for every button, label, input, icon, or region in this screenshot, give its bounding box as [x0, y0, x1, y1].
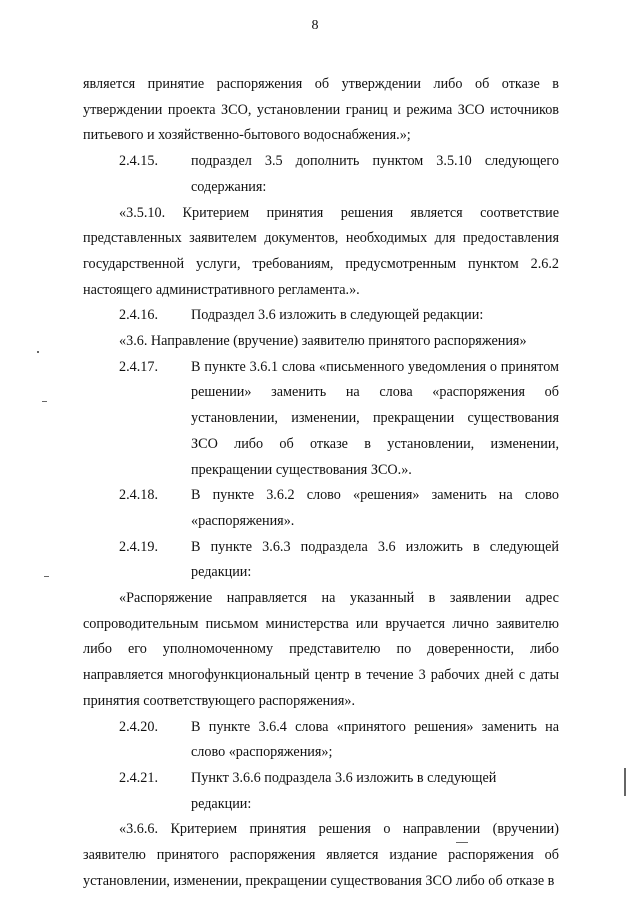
quoted-paragraph-3-6-6: «3.6.6. Критерием принятия решения о направлении (вручении) заявителю принятого распоряжения является издание распоряжения об установлении, изменении, прекращении существования ЗСО либо об отказе в — [83, 821, 559, 889]
item-text: Пункт 3.6.6 подраздела 3.6 изложить в следующей редакции: — [191, 769, 497, 812]
scan-edge-mark — [624, 768, 626, 796]
item-number: 2.4.16. — [119, 307, 159, 324]
scan-speck — [42, 401, 47, 402]
item-text: В пункте 3.6.1 слова «письменного уведомления о принятом решении» заменить на слова «распоряжения об установлении, изменении, прекращении существования ЗСО либо об отказе в установлении, изменении, прекращении существования ЗСО.». — [191, 358, 559, 478]
scan-speck — [44, 576, 49, 577]
page-number: 8 — [311, 18, 319, 33]
item-text: подраздел 3.5 дополнить пунктом 3.5.10 следующего содержания: — [191, 153, 559, 195]
item-2-4-17 — [83, 355, 559, 484]
item-2-4-18 — [83, 483, 559, 534]
item-2-4-16 — [83, 303, 559, 329]
item-2-4-20 — [83, 715, 559, 766]
item-2-4-19 — [83, 535, 559, 586]
document-body — [83, 72, 559, 895]
item-number: 2.4.21. — [119, 769, 159, 786]
item-text: В пункте 3.6.3 подраздела 3.6 изложить в следующей редакции: — [191, 538, 559, 581]
item-text: В пункте 3.6.4 слова «принятого решения» заменить на слово «распоряжения»; — [191, 718, 559, 761]
item-text: Подраздел 3.6 изложить в следующей редакции: — [191, 307, 484, 324]
item-number: 2.4.15. — [119, 153, 159, 170]
item-number: 2.4.18. — [119, 487, 159, 504]
item-2-4-15 — [83, 149, 559, 200]
quoted-paragraph-3-5-10: «3.5.10. Критерием принятия решения является соответствие представленных заявителем документов, необходимых для предоставления государственной услуги, требованиям, предусмотренным пунктом 2.6.2 настоящего административного регламента.». — [83, 204, 559, 298]
quoted-paragraph-3-6-3: «Распоряжение направляется на указанный в заявлении адрес сопроводительным письмом министерства или вручается лично заявителю либо его уполномоченному представителю по доверенности, либо направляется многофункциональный центр в течение 3 рабочих дней с даты принятия соответствующего распоряжения». — [83, 590, 559, 709]
item-text: В пункте 3.6.2 слово «решения» заменить на слово «распоряжения». — [191, 487, 559, 529]
scan-speck — [456, 842, 468, 843]
continuation-paragraph: является принятие распоряжения об утверждении либо об отказе в утверждении проекта ЗСО, установлении границ и режима ЗСО источников питьевого и хозяйственно-бытового водоснабжения.»; — [83, 76, 559, 144]
item-number: 2.4.20. — [119, 718, 159, 735]
quoted-heading-3-6: «3.6. Направление (вручение) заявителю принятого распоряжения» — [119, 333, 527, 350]
item-number: 2.4.17. — [119, 358, 159, 375]
scan-speck — [37, 351, 39, 353]
item-number: 2.4.19. — [119, 538, 159, 555]
item-2-4-21 — [83, 766, 559, 817]
